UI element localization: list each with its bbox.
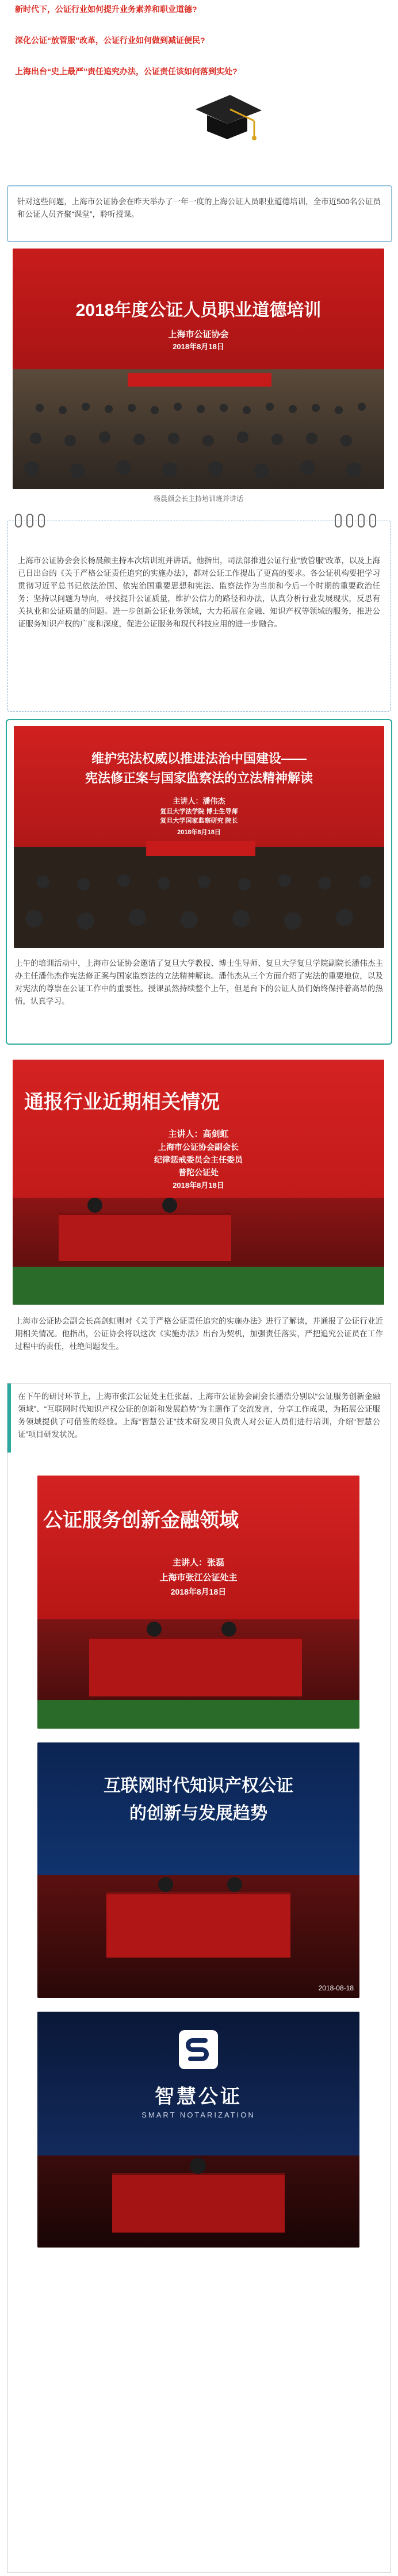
attendee <box>289 405 297 413</box>
attendee <box>168 433 179 444</box>
attendee <box>346 463 361 477</box>
banner-date: 2018年8月18日 <box>177 829 221 836</box>
accent-bar <box>7 1383 11 1453</box>
attendee <box>266 403 274 411</box>
banner-org: 上海市公证协会 <box>168 330 229 339</box>
stage-table <box>59 1213 231 1261</box>
attendee <box>202 435 214 446</box>
attendee <box>319 877 331 889</box>
intro-question-3: 上海出台“史上最严”责任追究办法，公证责任该如何落到实处? <box>15 67 238 76</box>
attendee <box>358 403 366 411</box>
attendee <box>208 461 223 476</box>
stage-area <box>13 1198 384 1305</box>
banner-speaker-title-1: 复旦大学法学院 博士生导师 <box>160 808 238 815</box>
banner-sub: 普陀公证处 <box>178 1168 219 1177</box>
photo-industry-report <box>13 1060 384 1305</box>
attendee <box>30 433 41 444</box>
banner-date: 2018年8月18日 <box>170 1587 227 1596</box>
attendee <box>162 463 177 477</box>
attendee <box>64 435 76 446</box>
banner-role: 纪律惩戒委员会主任委员 <box>154 1155 243 1164</box>
photo-timestamp: 2018-08-18 <box>318 1984 354 1992</box>
attendee <box>129 909 146 926</box>
attendee <box>158 1877 173 1892</box>
attendee <box>243 406 251 414</box>
attendee <box>24 461 39 476</box>
attendee <box>312 404 320 412</box>
attendee <box>174 403 182 411</box>
attendee <box>284 912 301 930</box>
attendee <box>254 464 269 479</box>
stage-area <box>37 2155 359 2248</box>
attendee <box>181 911 198 928</box>
attendee <box>335 406 343 414</box>
attendee <box>306 433 317 444</box>
banner-org: 上海市公证协会副会长 <box>158 1142 239 1152</box>
binder-rings-icon <box>13 513 385 529</box>
stage-banner <box>14 726 384 847</box>
photo-lecture-constitution <box>14 726 384 948</box>
attendee <box>87 1198 102 1213</box>
attendee <box>237 431 248 443</box>
stage-table <box>146 841 255 856</box>
attendee <box>147 1622 162 1637</box>
attendee <box>117 874 130 887</box>
summary-text: 针对这些问题，上海市公证协会在昨天举办了一年一度的上海公证人员职业道德培训，全市近500名公证员和公证人员齐聚“课堂”，聆听授课。 <box>17 197 381 219</box>
attendee <box>278 874 291 887</box>
photo-opening-ceremony <box>13 249 384 489</box>
banner-line-2: 的创新与发展趋势 <box>129 1804 267 1823</box>
attendee <box>158 877 170 889</box>
photo-ip-talk <box>37 1742 359 1998</box>
attendee <box>162 1198 177 1213</box>
para3-text: 上海市公证协会副会长高剑虹则对《关于严格公证责任追究的实施办法》进行了解读，并通报了公证行业近期相关情况。他指出，公证协会将以这次《实施办法》出台为契机，加强责任落实，严把追究公证员在工作过程中的责任，杜绝问题发生。 <box>15 1317 383 1351</box>
attendee <box>232 910 250 927</box>
banner-title: 通报行业近期相关情况 <box>24 1091 220 1113</box>
intro-question-1: 新时代下，公证行业如何提升业务素养和职业道德? <box>15 5 197 14</box>
attendee <box>227 1877 242 1892</box>
plants <box>37 1700 359 1729</box>
para4-text: 在下午的研讨环节上，上海市张江公证处主任张磊、上海市公证协会副会长潘浩分别以“公证服务创新金融领域”、“互联网时代知识产权公证的创新和发展趋势”为主题作了交流发言，分享工作成果，为拓展公证服务领域提供了可借鉴的经验。上海“智慧公证”技术研发项目负责人对公证人员们进行培训，介绍“智慧公证”项目研发状况。 <box>18 1392 380 1439</box>
logo-sub: SMART NOTARIZATION <box>141 2111 255 2119</box>
banner-speaker-title-2: 复旦大学国家监察研究 院长 <box>160 817 238 824</box>
attendee <box>82 403 90 411</box>
stage-area <box>37 1875 359 1998</box>
banner-title: 2018年度公证人员职业道德培训 <box>75 301 322 320</box>
banner-line-1: 维护宪法权威以推进法治中国建设—— <box>91 751 307 766</box>
attendee <box>197 405 205 413</box>
photo-finance-talk <box>37 1476 359 1729</box>
attendee <box>59 406 67 414</box>
attendee <box>151 406 159 414</box>
graduation-cap-icon <box>190 86 265 144</box>
photo-smart-notarization <box>37 2012 359 2248</box>
attendee <box>37 876 49 888</box>
attendee <box>300 460 315 475</box>
stage-table <box>89 1637 302 1696</box>
stage-table <box>112 2173 285 2233</box>
banner-speaker: 主讲人：张磊 <box>172 1558 224 1568</box>
attendee <box>105 405 113 413</box>
banner-speaker: 主讲人：潘伟杰 <box>173 797 225 805</box>
para1-text: 上海市公证协会会长杨晨颜主持本次培训班并讲话。他指出，司法部推进公证行业“放管服”改革，以及上海已日出台的《关于严格公证责任追究的实施办法》，都对公证工作提出了更高的要求。各公证机构要把学习贯彻习近平总书记依法治国、依宪治国重要思想和宪法、监察法作为当前和今后一个时期的重要政治任务；坚持以问题为导向，寻找提升公证质量，维护公信力的路径和办法，认真分析行业发展现状，反思有关执业和公证质量的问题。进一步创新公证业务领域，大力拓展在金融、知识产权等领域的服务，推进公证服务知识产权的广度和深度，促进公证服务和现代科技应用的进一步融合。 <box>18 556 380 628</box>
banner-line-1: 互联网时代知识产权公证 <box>104 1776 293 1795</box>
attendee <box>190 2158 206 2174</box>
stage-table <box>128 373 271 387</box>
attendee <box>198 876 211 888</box>
photo2-box <box>6 719 392 1045</box>
intro-question-2: 深化公证“放管服”改革，公证行业如何做到减证便民? <box>15 36 205 45</box>
attendee <box>77 878 90 890</box>
attendee <box>77 912 94 930</box>
banner-date: 2018年8月18日 <box>173 342 224 351</box>
photo1-caption: 杨晨颜会长主持培训班并讲话 <box>153 495 243 503</box>
banner-speaker: 主讲人：高剑虹 <box>168 1129 229 1139</box>
logo-text: 智慧公证 <box>155 2086 242 2108</box>
attendee <box>99 431 110 443</box>
attendee <box>70 464 85 479</box>
attendee <box>336 909 353 926</box>
banner-line-2: 宪法修正案与国家监察法的立法精神解读 <box>85 771 313 785</box>
stage-area <box>37 1619 359 1729</box>
attendee <box>133 434 145 445</box>
attendee <box>340 435 352 446</box>
attendee <box>128 404 136 412</box>
plants <box>13 1267 384 1305</box>
summary-box <box>7 185 392 242</box>
attendee <box>271 434 283 445</box>
audience <box>13 369 384 489</box>
attendee <box>36 404 44 412</box>
attendee <box>220 404 228 412</box>
para1-box <box>7 521 391 712</box>
seminar-frame <box>7 1383 391 2573</box>
stage-screen <box>37 2012 359 2155</box>
attendee <box>359 876 372 888</box>
stage-table <box>106 1892 290 1958</box>
attendee <box>221 1622 236 1637</box>
stage-banner <box>13 249 384 369</box>
stage-screen <box>37 1742 359 1875</box>
smart-notarization-logo-icon <box>175 2027 221 2073</box>
stage-banner <box>37 1476 359 1619</box>
attendee <box>25 910 43 927</box>
banner-org: 上海市张江公证处主 <box>159 1573 238 1583</box>
attendee <box>116 460 131 475</box>
stage-banner <box>13 1060 384 1198</box>
banner-date: 2018年8月18日 <box>173 1181 224 1190</box>
banner-title: 公证服务创新金融领域 <box>43 1509 239 1531</box>
attendee <box>238 878 251 890</box>
para2-text: 上午的培训活动中，上海市公证协会邀请了复旦大学教授、博士生导师、复旦大学复旦学院副院长潘伟杰主办主任潘伟杰作宪法修正案与国家监察法的立法精神解读。潘伟杰从三个方面介绍了宪法的重要地位，以及对宪法的尊崇在公证工作中的重要性。授课虽然持续整个上午，但是台下的公证人员们始终保持着高昂的热情，认真学习。 <box>15 959 383 1006</box>
